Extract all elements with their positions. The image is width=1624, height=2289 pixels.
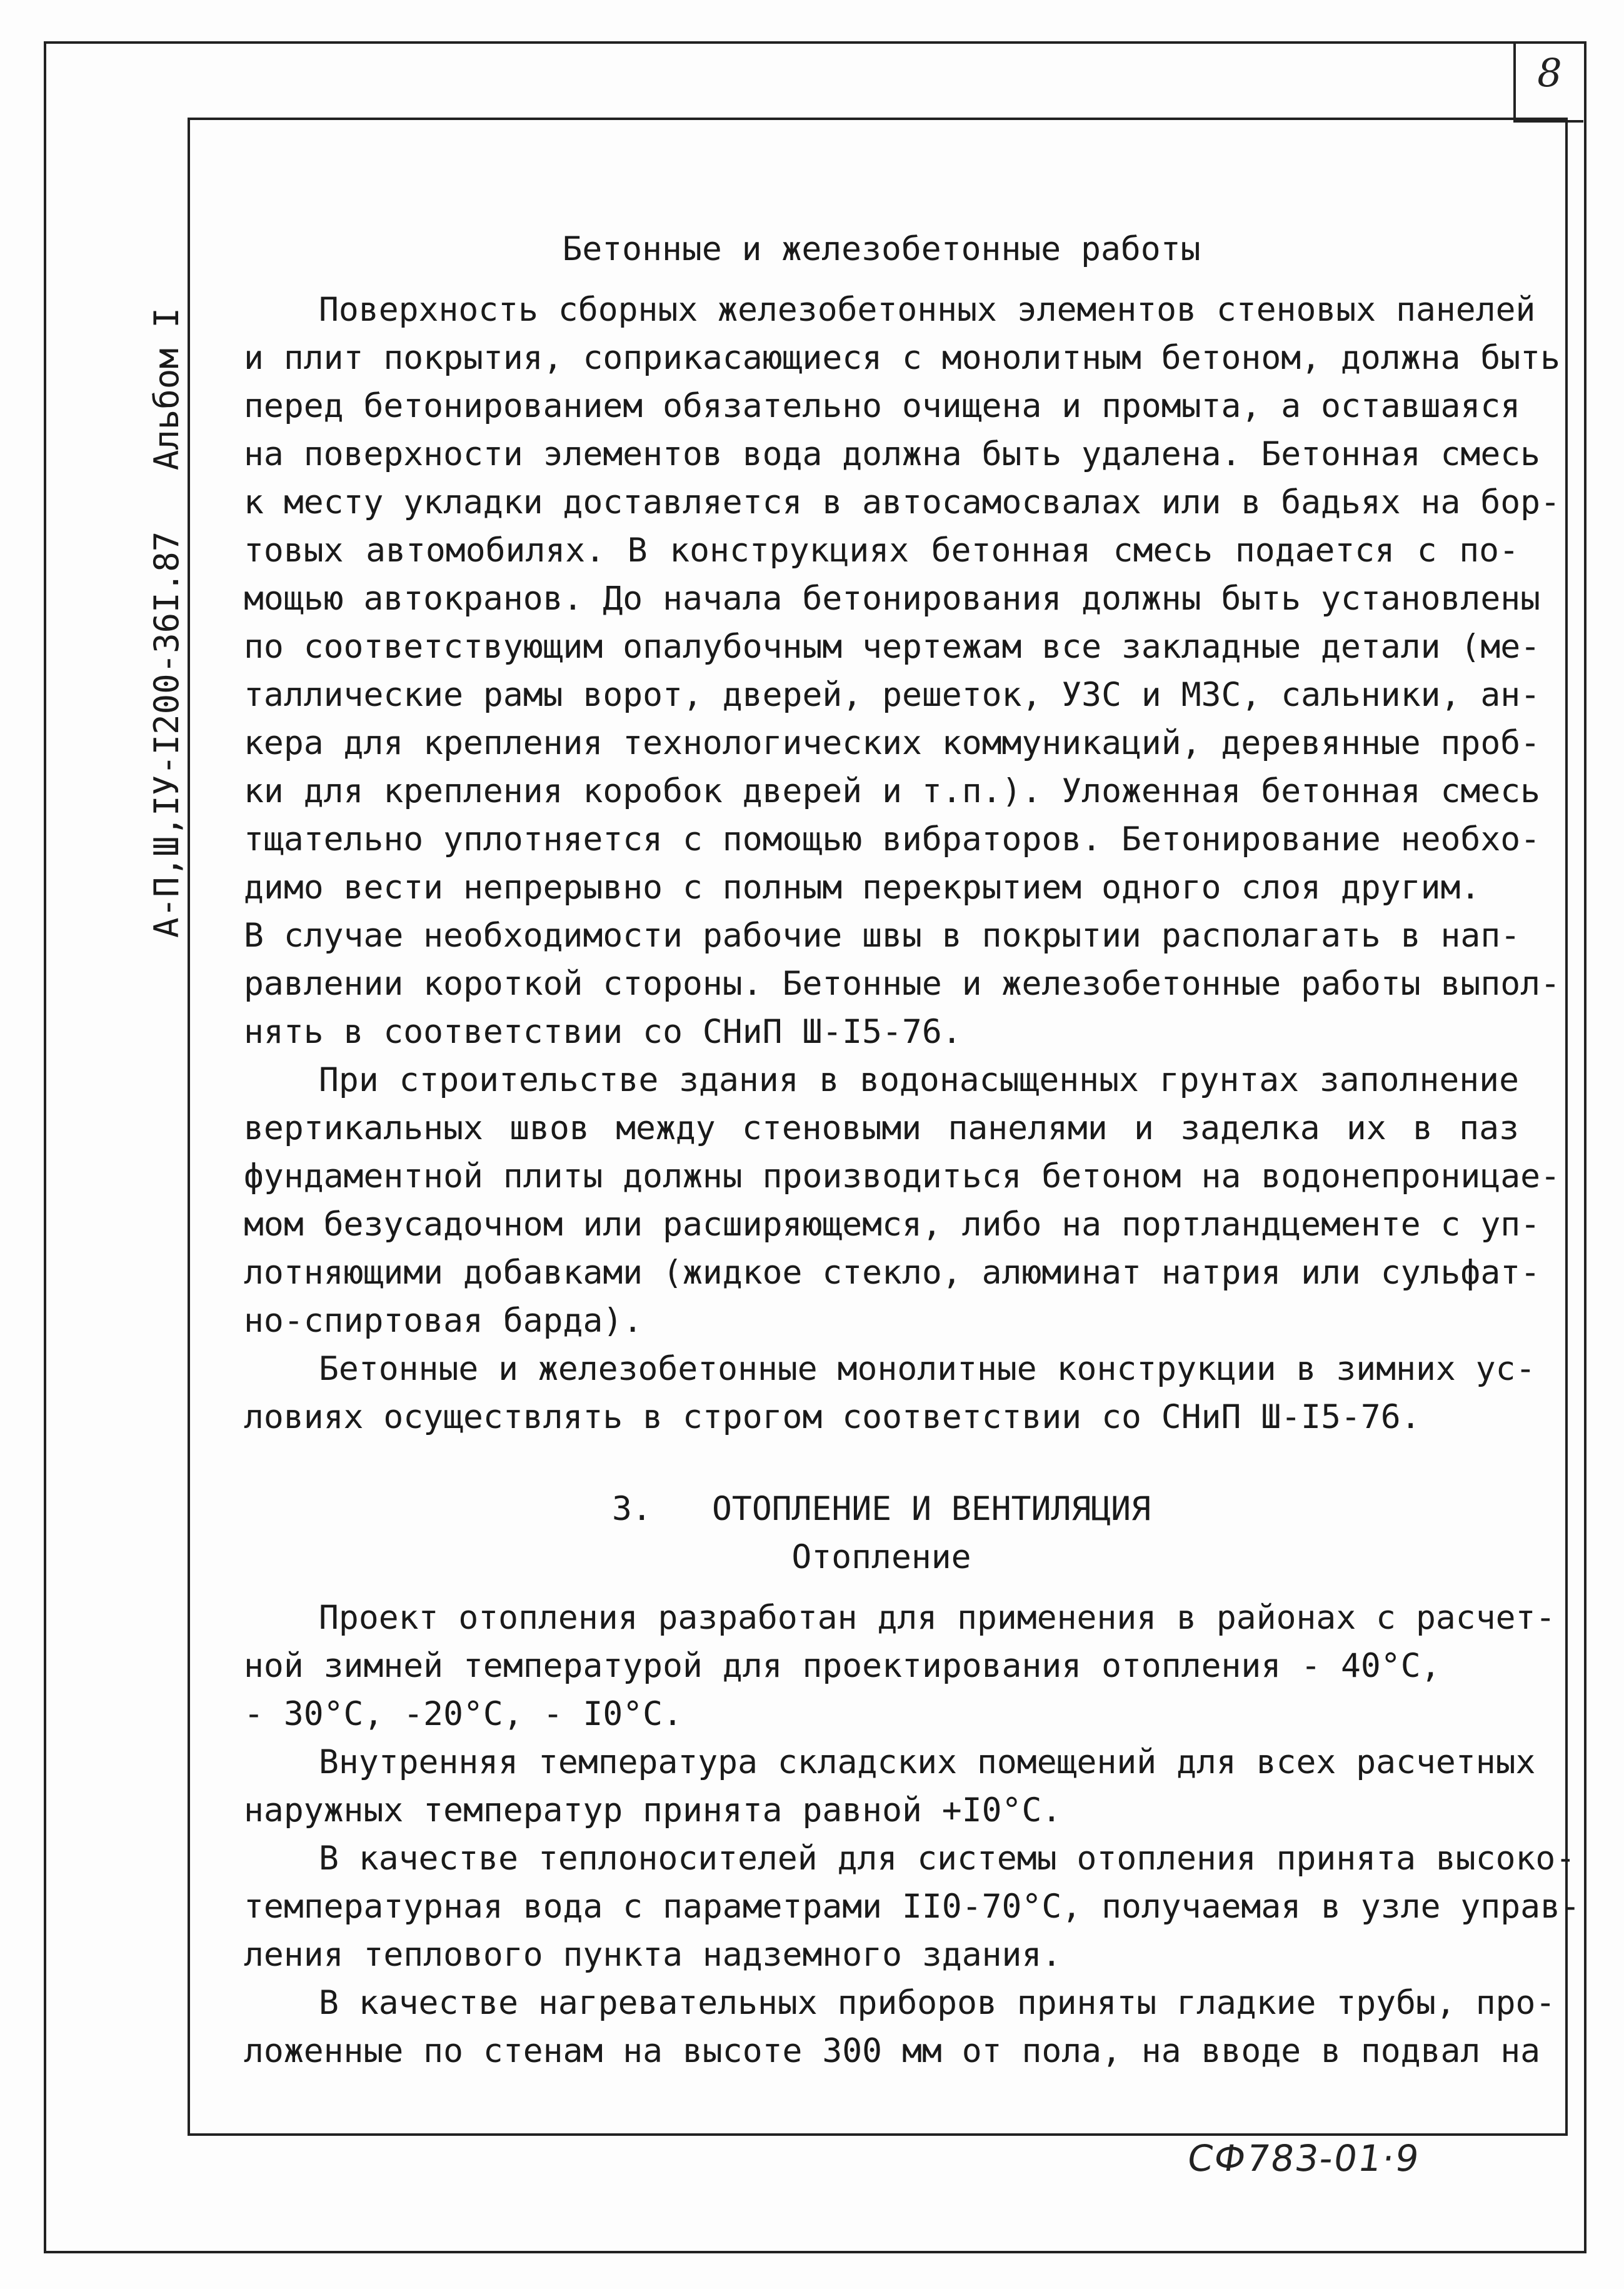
text-line: но-спиртовая барда). [244, 1302, 643, 1340]
text-line: При строительстве здания в водонасыщенных грунтах заполнение [319, 1061, 1519, 1099]
text-line: лотняющими добавками (жидкое стекло, алюминат натрия или сульфат- [244, 1254, 1541, 1292]
text-line: и плит покрытия, соприкасающиеся с монолитным бетоном, должна быть [244, 339, 1560, 377]
text-line: тщательно уплотняется с помощью вибраторов. Бетонирование необхо- [244, 820, 1541, 858]
text-line: ловиях осуществлять в строгом соответствии со СНиП Ш-I5-76. [244, 1398, 1421, 1436]
text-line: ложенные по стенам на высоте 300 мм от пола, на вводе в подвал на [244, 2032, 1541, 2070]
document-body [244, 225, 1580, 2075]
concrete-paragraph-1 [244, 286, 1560, 1056]
heating-section-heading [244, 1485, 1519, 1533]
text-line: таллические рамы ворот, дверей, решеток, УЗС и МЗС, сальники, ан- [244, 676, 1541, 714]
heating-subsection-title: Отопление [791, 1538, 971, 1576]
text-line: мощью автокранов. До начала бетонирования должны быть установлены [244, 580, 1541, 618]
text-line: мом безусадочном или расширяющемся, либо на портландцементе с уп- [244, 1205, 1541, 1244]
heating-paragraph-1 [244, 1594, 1556, 1738]
text-line: ной зимней температурой для проектирования отопления - 40°С, [244, 1647, 1441, 1685]
handwritten-footer-code: СФ783-01·9 [1185, 2137, 1423, 2180]
spacer [244, 273, 1519, 286]
text-line: вертикальных швов между стеновыми панелями и заделка их в паз [244, 1109, 1519, 1147]
text-line: по соответствующим опалубочным чертежам все закладные детали (ме- [244, 628, 1541, 666]
page-number-box [1513, 41, 1583, 123]
text-line: на поверхности элементов вода должна быть удалена. Бетонная смесь [244, 435, 1541, 473]
text-line: температурная вода с параметрами II0-70°С, получаемая в узле управ- [244, 1888, 1580, 1926]
text-line: фундаментной плиты должны производиться бетоном на водонепроницае- [244, 1157, 1560, 1195]
text-line: ления теплового пункта надземного здания. [244, 1936, 1062, 1974]
text-line: кера для крепления технологических коммуникаций, деревянные проб- [244, 724, 1541, 762]
text-line: В качестве нагревательных приборов приняты гладкие трубы, про- [319, 1984, 1556, 2022]
text-line: равлении короткой стороны. Бетонные и железобетонные работы выпол- [244, 965, 1560, 1003]
text-line: товых автомобилях. В конструкциях бетонная смесь подается с по- [244, 531, 1519, 570]
text-line: наружных температур принята равной +I0°С. [244, 1791, 1062, 1829]
heating-paragraph-2 [244, 1738, 1536, 1834]
heating-paragraph-4 [244, 1979, 1556, 2075]
page-number: 8 [1537, 50, 1562, 96]
concrete-paragraph-3 [244, 1345, 1536, 1441]
text-line: В случае необходимости рабочие швы в покрытии располагать в нап- [244, 917, 1521, 955]
text-line: - 30°С, -20°С, - I0°С. [244, 1695, 683, 1733]
concrete-section-title: Бетонные и железобетонные работы [562, 230, 1201, 268]
text-line: димо вести непрерывно с полным перекрытием одного слоя другим. [244, 868, 1481, 907]
text-line: Внутренняя температура складских помещений для всех расчетных [319, 1743, 1536, 1781]
text-line: перед бетонированием обязательно очищена и промыта, а оставшаяся [244, 387, 1521, 425]
text-line: ки для крепления коробок дверей и т.п.). Уложенная бетонная смесь [244, 772, 1541, 810]
heating-paragraph-3 [244, 1834, 1580, 1979]
text-line: Проект отопления разработан для применения в районах с расчет- [319, 1599, 1556, 1637]
text-line: Бетонные и железобетонные монолитные конструкции в зимних ус- [319, 1350, 1536, 1388]
text-line: В качестве теплоносителей для системы отопления принята высоко- [319, 1839, 1576, 1878]
spacer [244, 1441, 1519, 1485]
concrete-paragraph-2 [244, 1056, 1560, 1345]
side-label-document-code: А-П,Ш,IУ-I200-36I.87 Альбом I [147, 308, 186, 938]
spacer [244, 1581, 1519, 1594]
section-title: ОТОПЛЕНИЕ И ВЕНТИЛЯЦИЯ [712, 1490, 1151, 1528]
text-line: к месту укладки доставляется в автосамосвалах или в бадьях на бор- [244, 483, 1560, 521]
text-line: нять в соответствии со СНиП Ш-I5-76. [244, 1013, 962, 1051]
section-number: 3. [612, 1490, 652, 1528]
text-line: Поверхность сборных железобетонных элементов стеновых панелей [319, 291, 1536, 329]
